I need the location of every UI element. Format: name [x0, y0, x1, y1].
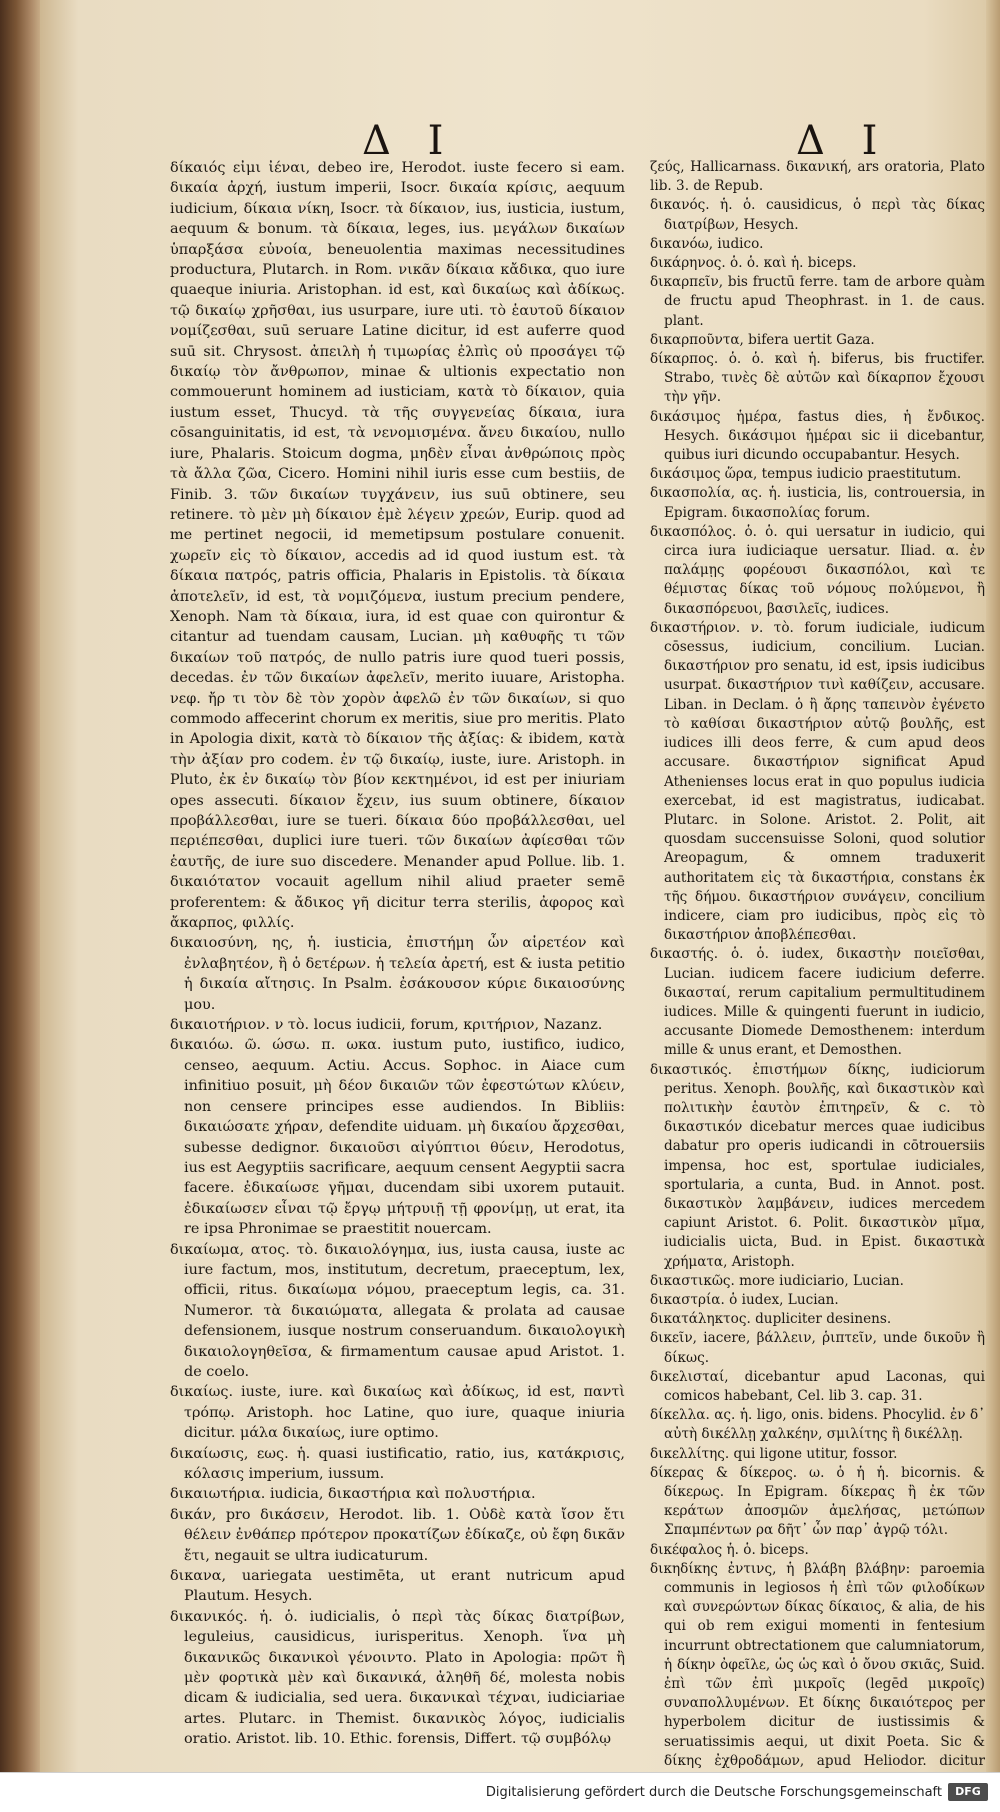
page-edge	[986, 0, 1000, 1772]
dictionary-entry: δικαστής. ὁ. ὁ. iudex, δικαστὴν ποιεῖσθαι, Lucian. iudicem facere iudicium deferre. δικασταί, rerum capitalium permultitudinem iudices. Mille & quingenti fuerunt in iudicio, accusante Diomede Demosthenem: interdum mille & unus erant, et Demosthen.	[650, 946, 985, 1059]
dictionary-entry: δικελλίτης. qui ligone utitur, fossor.	[650, 1445, 898, 1462]
dictionary-entry: δικανα, uariegata uestimēta, ut erant nutricum apud Plautum. Hesych.	[170, 1568, 625, 1605]
digitization-footer	[0, 1772, 1000, 1812]
running-head-left: Δ I	[362, 118, 456, 164]
dictionary-entry: δικαρπεῖν, bis fructū ferre. tam de arbore quàm de fructu apud Theophrast. in 1. de caus. plant.	[650, 274, 985, 329]
dictionary-entry: δίκελλα. ας. ἡ. ligo, onis. bidens. Phocylid. ἐν δ᾽ αὐτὴ δικέλλῃ χαλκέην, σμιλίτης ἢ δικέλλῃ.	[650, 1407, 985, 1443]
running-head-right: Δ I	[796, 118, 890, 164]
dictionary-entry: δικαιοσύνη, ης, ἡ. iusticia, ἐπιστήμη ὧν αἱρετέον καὶ ἐνλαβητέον, ἢ ὁ δετέρων. ἡ τελεία ἀρετή, est & iusta petitio ἡ δικαία αἴτησις. In Psalm. ἐσάκουσον κύριε δικαιοσύνης μου.	[170, 935, 625, 1013]
dictionary-entry: δίκαιός εἰμι ἰέναι, debeo ire, Herodot. iuste fecero si eam. δικαία ἀρχή, iustum imperii, Isocr. δικαία κρίσις, aequum iudicium, δίκαια νίκη, Isocr. τὰ δίκαιον, ius, iusticia, iustum, aequum & bonum. τὰ δίκαια, leges, ius. μεγάλων δικαίων ὑπαρξάσα εὐνοία, beneuolentia maximas necessitudines productura, Plutarch. in Rom. νικᾶν δίκαια κἄδικα, quo iure quaeque iniuria. Aristophan. id est, καὶ δικαίως καὶ ἀδίκως. τῷ δικαίῳ χρῆσθαι, ius usurpare, iure uti. τὸ ἑαυτοῦ δίκαιον νομίζεσθαι, suū seruare Latine dicitur, id est auferre quod suū sit. Chrysost. ἀπειλὴ ἡ τιμωρίας ἐλπὶς οὐ προσάγει τῷ δικαίῳ τὸν ἄνθρωπον, minae & ultionis expectatio non commouerunt hominem ad iusticiam, κατὰ τὸ δίκαιον, quia iustum esset, Thucyd. τὰ τῆς συγγενείας δίκαια, iura cōsanguinitatis, id est, τὰ νενομισμένα. ἄνευ δικαίου, nullo iure, Phalaris. Stoicum dogma, μηδὲν εἶναι ἀνθρώποις πρὸς τὰ ἄλλα ζῶα, Cicero. Homini nihil iuris esse cum bestiis, de Finib. 3. τῶν δικαίων τυγχάνειν, ius suū obtinere, seu retinere. τὸ μὲν μὴ δίκαιον ἐμὲ λέγειν χρεών, Eurip. quod ad me pertinet negocii, id memetipsum postulare conuenit. χωρεῖν εἰς τὸ δίκαιον, accedis ad id quod iustum est. τὰ δίκαια πατρός, patris officia, Phalaris in Epistolis. τὰ δίκαια ἀποτελεῖν, id est, τὰ νομιζόμενα, iustum precium pendere, Xenoph. Nam τὰ δίκαια, iura, id est quae con quirontur & citantur ad tuendam causam, Lucian. μὴ καθυφῆς τι τῶν δικαίων τοῦ πατρός, de nullo patris iure quod tueri possis, decedas. ἐν τῶν δικαίων ἀφελεῖν, merito iuuare, Aristopha. νεφ. ἤρ τι τὸν δὲ τὸν χορὸν ἀφελῶ ἐν τῶν δικαίων, si quo commodo affecerint chorum ex meritis, siue pro meritis. Plato in Apologia dixit, κατὰ τὸ δίκαιον τῆς ἀξίας: & ibidem, κατὰ τὴν ἀξίαν pro codem. ἐν τῷ δικαίῳ, iuste, iure. Aristoph. in Pluto, ἐκ ἐν δικαίῳ τὸν βίον κεκτημένοι, id est per iniuriam opes assecuti. δίκαιον ἔχειν, ius suum obtinere, δίκαιον προβάλλεσθαι, iure se tueri. δίκαια δύο προβάλλεσθαι, uel περιέπεσθαι, duplici iure tueri. τῶν δικαίων ἀφίεσθαι τῶν ἑαυτῆς, de iure suo discedere. Menander apud Pollue. lib. 1. δικαιότατον vocauit agellum nihil aliud praeter semē proferentem: & ἄδικος γῆ dicitur terra sterilis, ἀφορος καὶ ἄκαρπος, φιλλίς.	[170, 160, 625, 932]
dictionary-entry: δικάν, pro δικάσειν, Herodot. lib. 1. Οὐδὲ κατὰ ἴσον ἔτι θέλειν ἐνθάπερ πρότερον προκατίζων ἐδίκαζε, οὐ ἔφη δικᾶν ἔτι, negauit se ultra iudicaturum.	[170, 1506, 625, 1564]
dictionary-entry: δικαίως. iuste, iure. καὶ δικαίως καὶ ἀδίκως, id est, παντὶ τρόπῳ. Aristoph. hoc Latine, quo iure, quaque iniuria dicitur. μάλα δικαίως, iure optimo.	[170, 1384, 625, 1442]
dfg-logo[interactable]: DFG	[948, 1783, 988, 1801]
dictionary-entry: δικάσιμος ὥρα, tempus iudicio praestitutum.	[650, 466, 962, 483]
dictionary-entry: δικαίωσις, εως. ἡ. quasi iustificatio, ratio, ius, κατάκρισις, κόλασις imperium, iussum.	[170, 1445, 625, 1482]
dictionary-entry: δικασπόλος. ὁ. ὁ. qui uersatur in iudicio, qui circa iura iudiciaque uersatur. Iliad. α. ἐν παλάμῃς φορέουσι δικασπόλοι, καὶ τε θέμιστας δίκας τοῦ νόμους πολύμενοι, ἢ δικασπόρευοι, βασιλεῖς, iudices.	[650, 523, 985, 617]
dictionary-entry: δικαιόω. ῶ. ώσω. π. ωκα. iustum puto, iustifico, iudico, censeo, aequum. Actiu. Accus. Sophoc. in Aiace cum infinitiuo posuit, μὴ δέον δικαιῶν τῶν ἐφεστώτων κλύειν, non censere principes esse audiendos. In Bibliis: δικαιώσατε χήραν, defendite uiduam. μὴ δικαίου ἄρχεσθαι, subesse dedignor. δικαιοῦσι αἰγύπτιοι θύειν, Herodotus, ius est Aegyptiis sacrificare, aequum censent Aegyptii sacra facere. ἐδικαίωσε γῆμαι, ducendam sibi uxorem putauit. ἐδικαίωσεν εἶναι τῷ ἔργῳ μήτρυιῇ τῇ φρονίμῃ, ut erat, ita re ipsa Phronimae se praestitit nouercam.	[170, 1037, 625, 1238]
dictionary-entry: δικαστικός. ἐπιστήμων δίκης, iudiciorum peritus. Xenoph. βουλῆς, καὶ δικαστικὸν καὶ πολιτικὴν ἑαυτὸν ἐπιτηρεῖν, & c. τὸ δικαστικόν dicebatur merces quae iudicibus dabatur pro operis iudicandi in cōtrouersiis impensa, hoc est, sportulae iudiciales, sportularia, a cunta, Bud. in Annot. post. δικαστικὸν λαμβάνειν, iudices mercedem capiunt Aristot. 6. Polit. δικαστικὸν μῖμα, iudicialis uicta, Bud. in Epist. δικαστικὰ χρήματα, Aristoph.	[650, 1061, 985, 1270]
dictionary-entry: δίκαρπος. ὁ. ὁ. καὶ ἡ. biferus, bis fructifer. Strabo, τινὲς δὲ αὐτῶν καὶ δίκαρπον ἔχουσι τὴν γῆν.	[650, 351, 985, 406]
funding-credit: Digitalisierung gefördert durch die Deutsche Forschungsgemeinschaft	[485, 1785, 942, 1800]
dictionary-entry: δικαίωμα, ατος. τὸ. δικαιολόγημα, ius, iusta causa, iuste ac iure factum, mos, institutum, decretum, praeceptum, lex, officii, ritus. δικαίωμα νόμου, praeceptum legis, ca. 31. Numeror. τὰ δικαιώματα, allegata & prolata ad causae defensionem, iusque nostrum conseruandum. δικαιολογικὴ δικαιολογηθεῖσα, & firmamentum causae apud Aristot. 1. de coelo.	[170, 1241, 625, 1380]
book-page	[40, 0, 1000, 1772]
dictionary-entry: δικαιωτήρια. iudicia, δικαστήρια καὶ πολυστήρια.	[170, 1486, 536, 1503]
dictionary-entry: δικηδίκης ἐντινς, ἡ βλάβη βλάβην: paroemia communis in legiosos ἡ ἐπὶ τῶν φιλοδίκων καὶ συνερώντων δίκας δίκαιος, & alia, de his qui ob rem exigui momenti in fentesium incurrunt obtrectationem que calumniatorum, ἡ δίκην ὀφεῖλε, ὡς ὡς καὶ ὁ ὄνου σκιᾶς, Suid. ἐπὶ τῶν ἐπὶ μικροῖς (legēd μικροῖς) συναπολλυμένων. Et δίκης δικαιότερος per hyperbolem dicitur de iustissimis & seruatissimis aequi, ut dixit Poeta. Sic & δίκης ἐχθροδάμων, apud Heliodor. dicitur	[650, 1560, 985, 1769]
dictionary-entry: δικάρηνος. ὁ. ὁ. καὶ ἡ. biceps.	[650, 255, 857, 272]
right-column	[650, 158, 985, 1790]
dictionary-entry: δικεῖν, iacere, βάλλειν, ῥιπτεῖν, unde δικοῦν ἢ δίκως.	[650, 1330, 985, 1366]
book-binding	[0, 0, 40, 1811]
dictionary-entry: δικαστικῶς. more iudiciario, Lucian.	[650, 1272, 904, 1289]
dictionary-entry: δικαστήριον. ν. τὸ. forum iudiciale, iudicum cōsessus, iudicium, concilium. Lucian. δικαστήριον pro senatu, id est, ipsis iudicibus usurpat. δικαστήριον τινὶ καθίζειν, accusare. Liban. in Declam. ὁ ἢ ἄρης ταπεινὸν ἐγένετο τὸ καθίσαι δικαστήριον αὐτῷ βουλῆς, est iudices illi deos ferre, & cum apud deos accusare. δικαστήριον significat Apud Athenienses locus erat in quo populus iudicia exercebat, id est magistratus, iudicabat. Plutarc. in Solone. Aristot. 2. Polit, ait quosdam succensuisse Soloni, quod solutior Areopagum, & omnem traduxerit authoritatem εἰς τὰ δικαστήρια, constans ἐκ τῆς δήμου. δικαστήριον συνάγειν, concilium indicere, ciam pro iudicibus, πρὸς εἰς τὸ δικαστήριον ἀποβλέπεσθαι.	[650, 619, 985, 944]
dictionary-entry: δικάσιμος ἡμέρα, fastus dies, ἡ ἔνδικος. Hesych. δικάσιμοι ἡμέραι sic ii dicebantur, quibus iuri dicundo occupabantur. Hesych.	[650, 408, 985, 464]
dictionary-entry: δικανικός. ἡ. ὁ. iudicialis, ὁ περὶ τὰς δίκας διατρίβων, leguleius, causidicus, iurisperitus. Xenoph. ἵνα μὴ δικανικῶς δικανικοὶ γένοιντο. Plato in Apologia: πρῶτ ἢ μὲν φορτικὰ μὲν καὶ δικανικά, ἀληθῆ δέ, molesta nobis dicam & iudicialia, sed uera. δικανικαὶ τέχναι, iudiciariae artes. Plutarc. in Themist. δικανικὸς λόγος, iudicialis oratio. Aristot. lib. 10. Ethic. forensis, Differt. τῷ συμβόλῳ	[170, 1608, 625, 1748]
dictionary-entry: δικαιοτήριον. ν τὸ. locus iudicii, forum, κριτήριον, Nazanz.	[170, 1017, 603, 1034]
dictionary-entry: δικανόω, iudico.	[650, 235, 764, 252]
dictionary-entry: δικελισταί, dicebantur apud Laconas, qui comicos habebant, Cel. lib 3. cap. 31.	[650, 1368, 985, 1404]
dictionary-entry: δικαρποῦντα, bifera uertit Gaza.	[650, 331, 875, 348]
dictionary-entry: δικασπολία, ας. ἡ. iusticia, lis, controuersia, in Epigram. δικασπολίας forum.	[650, 485, 985, 521]
dictionary-entry: δίκερας & δίκερος. ω. ὁ ἡ ἡ. bicornis. & δίκερως. In Epigram. δίκερας ἢ ἐκ τῶν κεράτων ἀποσμῶν ἀμελήσας, μετώπων Σπαμπέντων ρα δῆτ᾽ ὧν παρ᾽ ἀγρῷ τόλι.	[650, 1464, 985, 1539]
dictionary-entry: δικανός. ἡ. ὁ. causidicus, ὁ περὶ τὰς δίκας διατρίβων, Hesych.	[650, 197, 985, 233]
dictionary-entry: δικατάληκτος. dupliciter desinens.	[650, 1311, 892, 1328]
dictionary-entry: δικαστρία. ὁ iudex, Lucian.	[650, 1291, 839, 1308]
left-column	[170, 158, 625, 1750]
dictionary-entry: ζεύς, Hallicarnass. δικανική, ars oratoria, Plato lib. 3. de Repub.	[650, 159, 985, 195]
dictionary-entry: δικέφαλος ἡ. ὁ. biceps.	[650, 1541, 809, 1558]
